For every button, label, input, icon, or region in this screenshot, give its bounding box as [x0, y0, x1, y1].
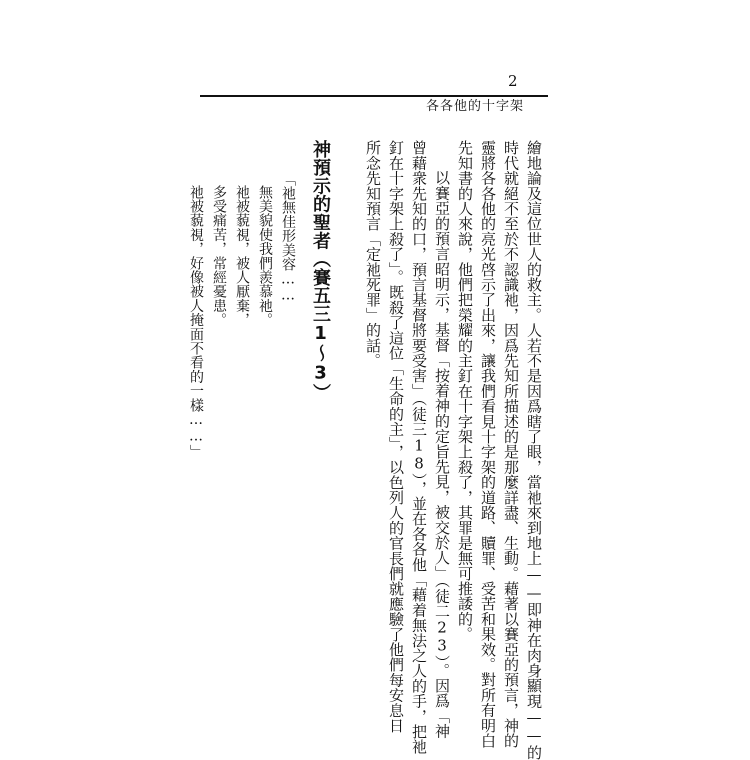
quote-line: 祂被藐視，好像被人掩面不看的一樣……」 [188, 185, 204, 459]
text-column: 釘在十字架上殺了」。既殺了這位「生命的主」，以色列人的官長們就應驗了他們每安息日 [387, 140, 405, 733]
text-column: 所念先知預言「定祂死罪」的話。 [364, 140, 382, 368]
header-rule [200, 95, 548, 97]
quote-line: 無美貌使我們羨慕祂。 [257, 185, 273, 327]
text-column: 時代就絕不至於不認識祂，因爲先知所描述的是那麼詳盡、生動。藉著以賽亞的預言，神的 [502, 140, 520, 748]
page-number: 2 [508, 72, 518, 90]
text-column: 繪地論及這位世人的救主。人若不是因爲瞎了眼，當祂來到地上——即神在肉身顯現——的 [525, 140, 543, 760]
text-column: 以賽亞的預言昭明示，基督「按着神的定旨先見，被交於人」（徒二23）。因爲「神 [433, 170, 451, 739]
quote-line: 多受痛苦，常經憂患。 [211, 185, 227, 327]
section-heading: 神預示的聖者（賽五三1～3） [310, 140, 331, 403]
text-column: 先知書的人來說，他們把榮耀的主釘在十字架上殺了，其罪是無可推諉的。 [456, 140, 474, 642]
text-column: 曾藉衆先知的口，預言基督將要受害」（徒三18），並在各各他「藉着無法之人的手，把祂 [410, 140, 428, 755]
running-head: 各各他的十字架 [426, 99, 525, 114]
quote-line: 「祂無佳形美容…… [280, 172, 296, 304]
quote-line: 祂被藐視，被人厭棄， [234, 185, 250, 327]
text-column: 靈將各各他的亮光啓示了出來，讓我們看見十字架的道路、贖罪、受苦和果效。對所有明白 [479, 140, 497, 748]
